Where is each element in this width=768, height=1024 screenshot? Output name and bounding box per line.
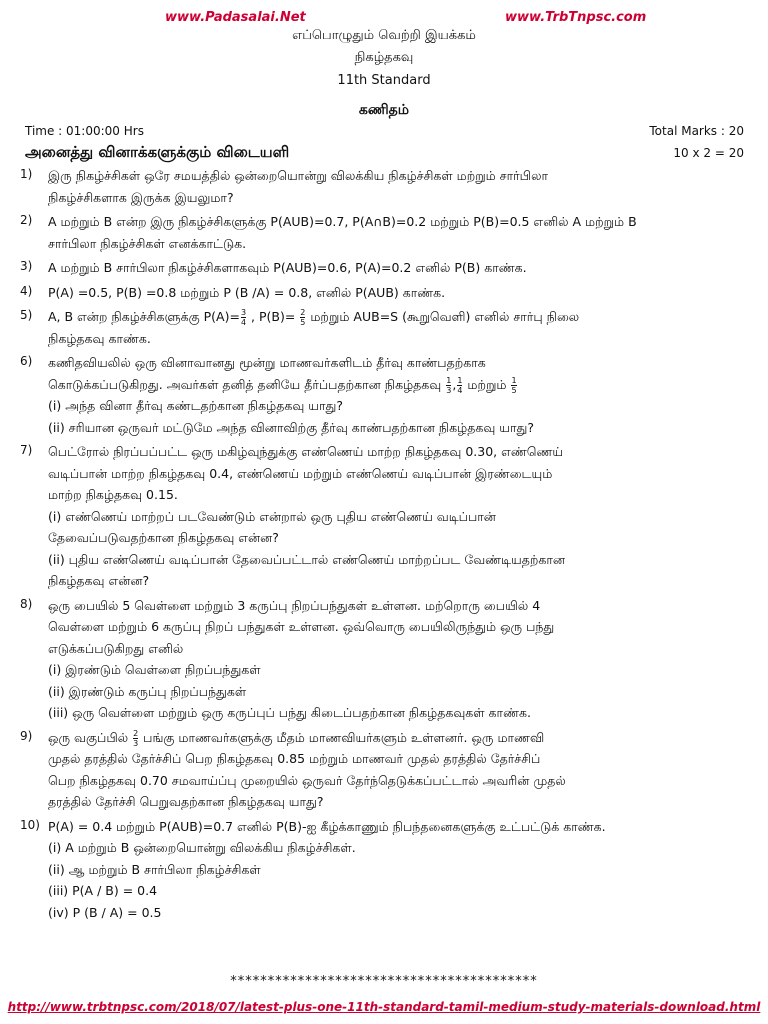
fraction-denominator: 3	[446, 385, 452, 395]
text-segment: மற்றும்	[463, 376, 511, 392]
text-segment: , P(B)=	[247, 309, 300, 324]
question-7	[20, 441, 748, 592]
question-number: 3)	[20, 259, 33, 273]
fraction-denominator: 5	[511, 385, 517, 395]
star-divider: *****************************************	[230, 974, 538, 989]
text-segment: பங்கு மாணவர்களுக்கு மீதம் மாணவியர்களும் உள்ளனர். ஒரு மாணவி	[139, 729, 545, 745]
question-9	[20, 727, 748, 813]
question-10	[20, 816, 748, 924]
fraction-numerator: 2	[133, 728, 139, 738]
text-segment: கொடுக்கப்படுகிறது. அவர்கள் தனித் தனியே தீர்ப்பதற்கான நிகழ்தகவு	[48, 376, 446, 392]
fraction-numerator: 2	[300, 308, 306, 317]
question-text-line: கணிதவியலில் ஒரு வினாவானது மூன்று மாணவர்களிடம் தீர்வு காண்பதற்காக	[48, 355, 486, 370]
fraction	[511, 376, 516, 395]
question-text-line: சார்பிலா நிகழ்ச்சிகள் எனக்காட்டுக.	[48, 235, 247, 251]
fraction-numerator: 1	[511, 375, 517, 385]
fraction	[300, 308, 305, 327]
question-text-line: (iv) P (B / A) = 0.5	[48, 904, 162, 920]
fraction	[133, 729, 138, 748]
question-text-line: வடிப்பான் மாற்ற நிகழ்தகவு 0.4, எண்ணெய் மற்றும் எண்ணெய் வடிப்பான் இரண்டையும்	[48, 465, 553, 481]
total-marks-label: Total Marks : 20	[649, 124, 744, 138]
fraction-numerator: 1	[457, 375, 463, 385]
question-4	[20, 282, 748, 304]
fraction-numerator: 1	[446, 375, 452, 385]
question-text-line: (ii) இரண்டும் கருப்பு நிறப்பந்துகள்	[48, 683, 247, 699]
subject-title: கணிதம்	[358, 102, 410, 118]
time-label: Time : 01:00:00 Hrs	[25, 124, 144, 138]
question-number: 6)	[20, 354, 33, 368]
question-text-line: எடுக்கப்படுகிறது எனில்	[48, 640, 184, 656]
question-number: 2)	[20, 213, 33, 227]
question-text-line: (i) அந்த வினா தீர்வு கண்டதற்கான நிகழ்தகவு யாது?	[48, 398, 344, 413]
question-6	[20, 352, 748, 438]
question-text-line: வெள்ளை மற்றும் 6 கருப்பு நிறப் பந்துகள் உள்ளன. ஒவ்வொரு பையிலிருந்தும் ஒரு பந்து	[48, 619, 555, 634]
question-text-line: பெற நிகழ்தகவு 0.70 சமவாய்ப்பு முறையில் ஒருவர் தேர்ந்தெடுக்கப்பட்டால் அவரின் முதல்	[48, 772, 566, 788]
question-1	[20, 165, 748, 208]
question-text-line: (iii) ஒரு வெள்ளை மற்றும் ஒரு கருப்புப் பந்து கிடைப்பதற்கான நிகழ்தகவுகள் காண்க.	[48, 705, 531, 720]
text-segment: ஒரு வகுப்பில்	[48, 729, 133, 745]
marks-scheme: 10 x 2 = 20	[673, 146, 744, 160]
fraction-denominator: 4	[457, 385, 463, 395]
question-text-line: ஒரு பையில் 5 வெள்ளை மற்றும் 3 கருப்பு நிறப்பந்துகள் உள்ளன. மற்றொரு பையில் 4	[48, 597, 541, 613]
question-number: 7)	[20, 443, 33, 457]
question-text-line: தரத்தில் தேர்ச்சி பெறுவதற்கான நிகழ்தகவு யாது?	[48, 794, 324, 809]
question-text-line: (i) எண்ணெய் மாற்றப் படவேண்டும் என்றால் ஒரு புதிய எண்ணெய் வடிப்பான்	[48, 508, 496, 524]
question-number: 10)	[20, 817, 40, 832]
question-2	[20, 211, 748, 254]
fraction	[446, 376, 451, 395]
question-number: 4)	[20, 283, 33, 298]
site-link-padasalai[interactable]: www.Padasalai.Net	[165, 10, 306, 25]
fraction-numerator: 3	[240, 308, 247, 317]
question-text-line: நிகழ்தகவு காண்க.	[48, 330, 151, 346]
text-segment: மற்றும் AUB=S (கூறுவெளி) எனில் சார்பு நிலை	[306, 309, 580, 324]
question-text-line: கொடுக்கப்படுகிறது. அவர்கள் தனித் தனியே தீர்ப்பதற்கான நிகழ்தகவு $\frac{1}{3}$ , $\frac{1}{4}$ மற்றும் $\frac{1}{5}$	[48, 375, 517, 395]
question-text-line: நிகழ்தகவு என்ன?	[48, 573, 150, 588]
question-text-line: A மற்றும் B என்ற இரு நிகழ்ச்சிகளுக்கு P(AUB)=0.7, P(A∩B)=0.2 மற்றும் P(B)=0.5 எனில் A மற்றும் B	[48, 214, 637, 229]
site-link-trbtnpsc[interactable]: www.TrbTnpsc.com	[505, 10, 647, 25]
section-heading: அனைத்து வினாக்களுக்கும் விடையளி	[25, 143, 290, 161]
fraction-denominator: 4	[240, 318, 247, 327]
exam-title: எப்பொழுதும் வெற்றி இயக்கம்	[292, 28, 476, 43]
question-text-line	[48, 727, 748, 749]
question-8	[20, 595, 748, 724]
question-number: 8)	[20, 596, 33, 611]
question-text-line: பெட்ரோல் நிரப்பப்பட்ட ஒரு மகிழ்வுந்துக்கு எண்ணெய் மாற்ற நிகழ்தகவு 0.30, எண்ணெய்	[48, 444, 564, 459]
footer-link[interactable]: http://www.trbtnpsc.com/2018/07/latest-plus-one-11th-standard-tamil-medium-study-materials-download.html	[7, 1000, 761, 1014]
text-segment: A, B என்ற நிகழ்ச்சிகளுக்கு P(A)=	[48, 309, 240, 324]
question-text-line: நிகழ்ச்சிகளாக இருக்க இயலுமா?	[48, 189, 234, 205]
question-text-line: (i) A மற்றும் B ஒன்றையொன்று விலக்கிய நிகழ்ச்சிகள்.	[48, 840, 356, 855]
question-5	[20, 306, 748, 349]
fraction-denominator: 3	[133, 738, 139, 748]
question-text-line: இரு நிகழ்ச்சிகள் ஒரே சமயத்தில் ஒன்றையொன்று விலக்கிய நிகழ்ச்சிகள் மற்றும் சார்பிலா	[48, 168, 548, 183]
question-number: 5)	[20, 308, 33, 322]
question-number: 9)	[20, 728, 33, 743]
standard-label: 11th Standard	[337, 73, 431, 88]
fraction-denominator: 5	[300, 318, 306, 327]
question-text-line: தேவைப்படுவதற்கான நிகழ்தகவு என்ன?	[48, 530, 279, 545]
question-text-line: (i) இரண்டும் வெள்ளை நிறப்பந்துகள்	[48, 662, 261, 677]
question-text-line: (ii) ஆ மற்றும் B சார்பிலா நிகழ்ச்சிகள்	[48, 861, 261, 877]
question-text-line: (ii) புதிய எண்ணெய் வடிப்பான் தேவைப்பட்டால் எண்ணெய் மாற்றப்பட வேண்டியதற்கான	[48, 551, 566, 567]
question-3	[20, 257, 748, 279]
question-text-line: மாற்ற நிகழ்தகவு 0.15.	[48, 487, 178, 502]
question-text-line: P(A) =0.5, P(B) =0.8 மற்றும் P (B /A) = 0.8, எனில் P(AUB) காண்க.	[48, 284, 446, 300]
question-text-line: முதல் தரத்தில் தேர்ச்சிப் பெற நிகழ்தகவு 0.85 மற்றும் மாணவர் முதல் தரத்தில் தேர்ச்சிப்	[48, 751, 541, 766]
question-text-line: (iii) P(A / B) = 0.4	[48, 883, 158, 898]
question-text-line: (ii) சரியான ஒருவர் மட்டுமே அந்த வினாவிற்கு தீர்வு காண்பதற்கான நிகழ்தகவு யாது?	[48, 419, 534, 435]
question-number: 1)	[20, 167, 33, 181]
fraction	[241, 308, 246, 327]
question-list	[20, 165, 748, 926]
question-text-line: P(A) = 0.4 மற்றும் P(AUB)=0.7 எனில் P(B)-ஐ கீழ்க்காணும் நிபந்தனைகளுக்கு உட்பட்டுக் காண்க.	[48, 818, 606, 834]
question-text-line	[48, 306, 748, 328]
question-text-line: A மற்றும் B சார்பிலா நிகழ்ச்சிகளாகவும் P(AUB)=0.6, P(A)=0.2 எனில் P(B) காண்க.	[48, 260, 527, 275]
fraction	[457, 376, 462, 395]
topic-title: நிகழ்தகவு	[354, 50, 414, 65]
